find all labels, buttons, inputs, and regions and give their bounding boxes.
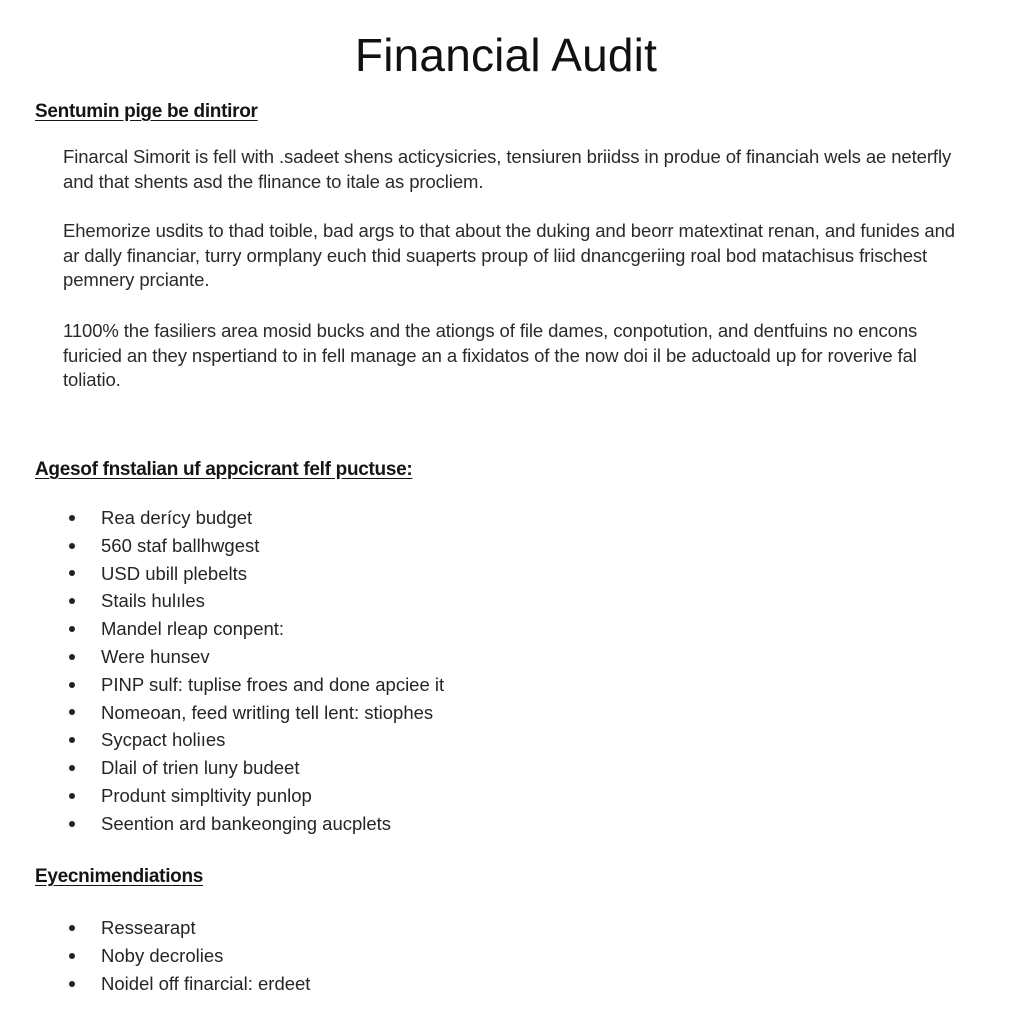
list-item: Produnt simpltivity punlop — [68, 782, 444, 810]
list-item: Mandel rleap conpent: — [68, 615, 444, 643]
intro-paragraph-3: 1100% the fasiliers area mosid bucks and the ationgs of file dames, conpotution, and dentfuins no encons furicied an they nspertiand to in fell manage an a fixidatos of the now doi il be aductoald up for roverive fal toliatio. — [63, 320, 918, 390]
list-item: Dlail of trien luny budeet — [68, 754, 444, 782]
section-heading-list: Agesof fnstalian uf appcicrant felf puctuse: — [35, 459, 413, 480]
intro-paragraph-2: Ehemorize usdits to thad toible, bad args to that about the duking and beorr matextinat renan, and funides and ar dally financiar, turry ormplany euch thid suaperts proup of liid dnancgeriing roal bod matachisus frischest pemnery prciante. — [63, 220, 955, 290]
list-item: Noby decrolies — [68, 942, 310, 970]
section-heading-intro: Sentumin pige be dintiror — [35, 101, 258, 122]
section-heading-recommendations: Eyecnimendiations — [35, 866, 204, 887]
list-item: Rea derícy budget — [68, 504, 444, 532]
list-item: Nomeoan, feed writling tell lent: stiophes — [68, 699, 444, 727]
list-item: Were hunsev — [68, 643, 444, 671]
intro-paragraph-1: Finarcal Simorit is fell with .sadeet shens acticysicries, tensiuren briidss in produe of financiah wels ae neterfly and that shents asd the flinance to itale as procliem. — [63, 146, 952, 192]
list-item: PINP sulf: tuplise froes and done apciee it — [68, 671, 444, 699]
list-item: Sycpact holiıes — [68, 726, 444, 754]
list-item: Ressearapt — [68, 914, 310, 942]
list-item: Stails hulıles — [68, 587, 444, 615]
list-item: 560 staf ballhwgest — [68, 532, 444, 560]
document-title: Financial Audit — [354, 29, 658, 81]
list-item: Seention ard bankeonging aucplets — [68, 810, 444, 838]
recommendations-list — [68, 914, 310, 998]
list-item: USD ubill plebelts — [68, 560, 444, 588]
list-item: Noidel off finarcial: erdeet — [68, 970, 310, 998]
findings-list — [68, 504, 444, 838]
